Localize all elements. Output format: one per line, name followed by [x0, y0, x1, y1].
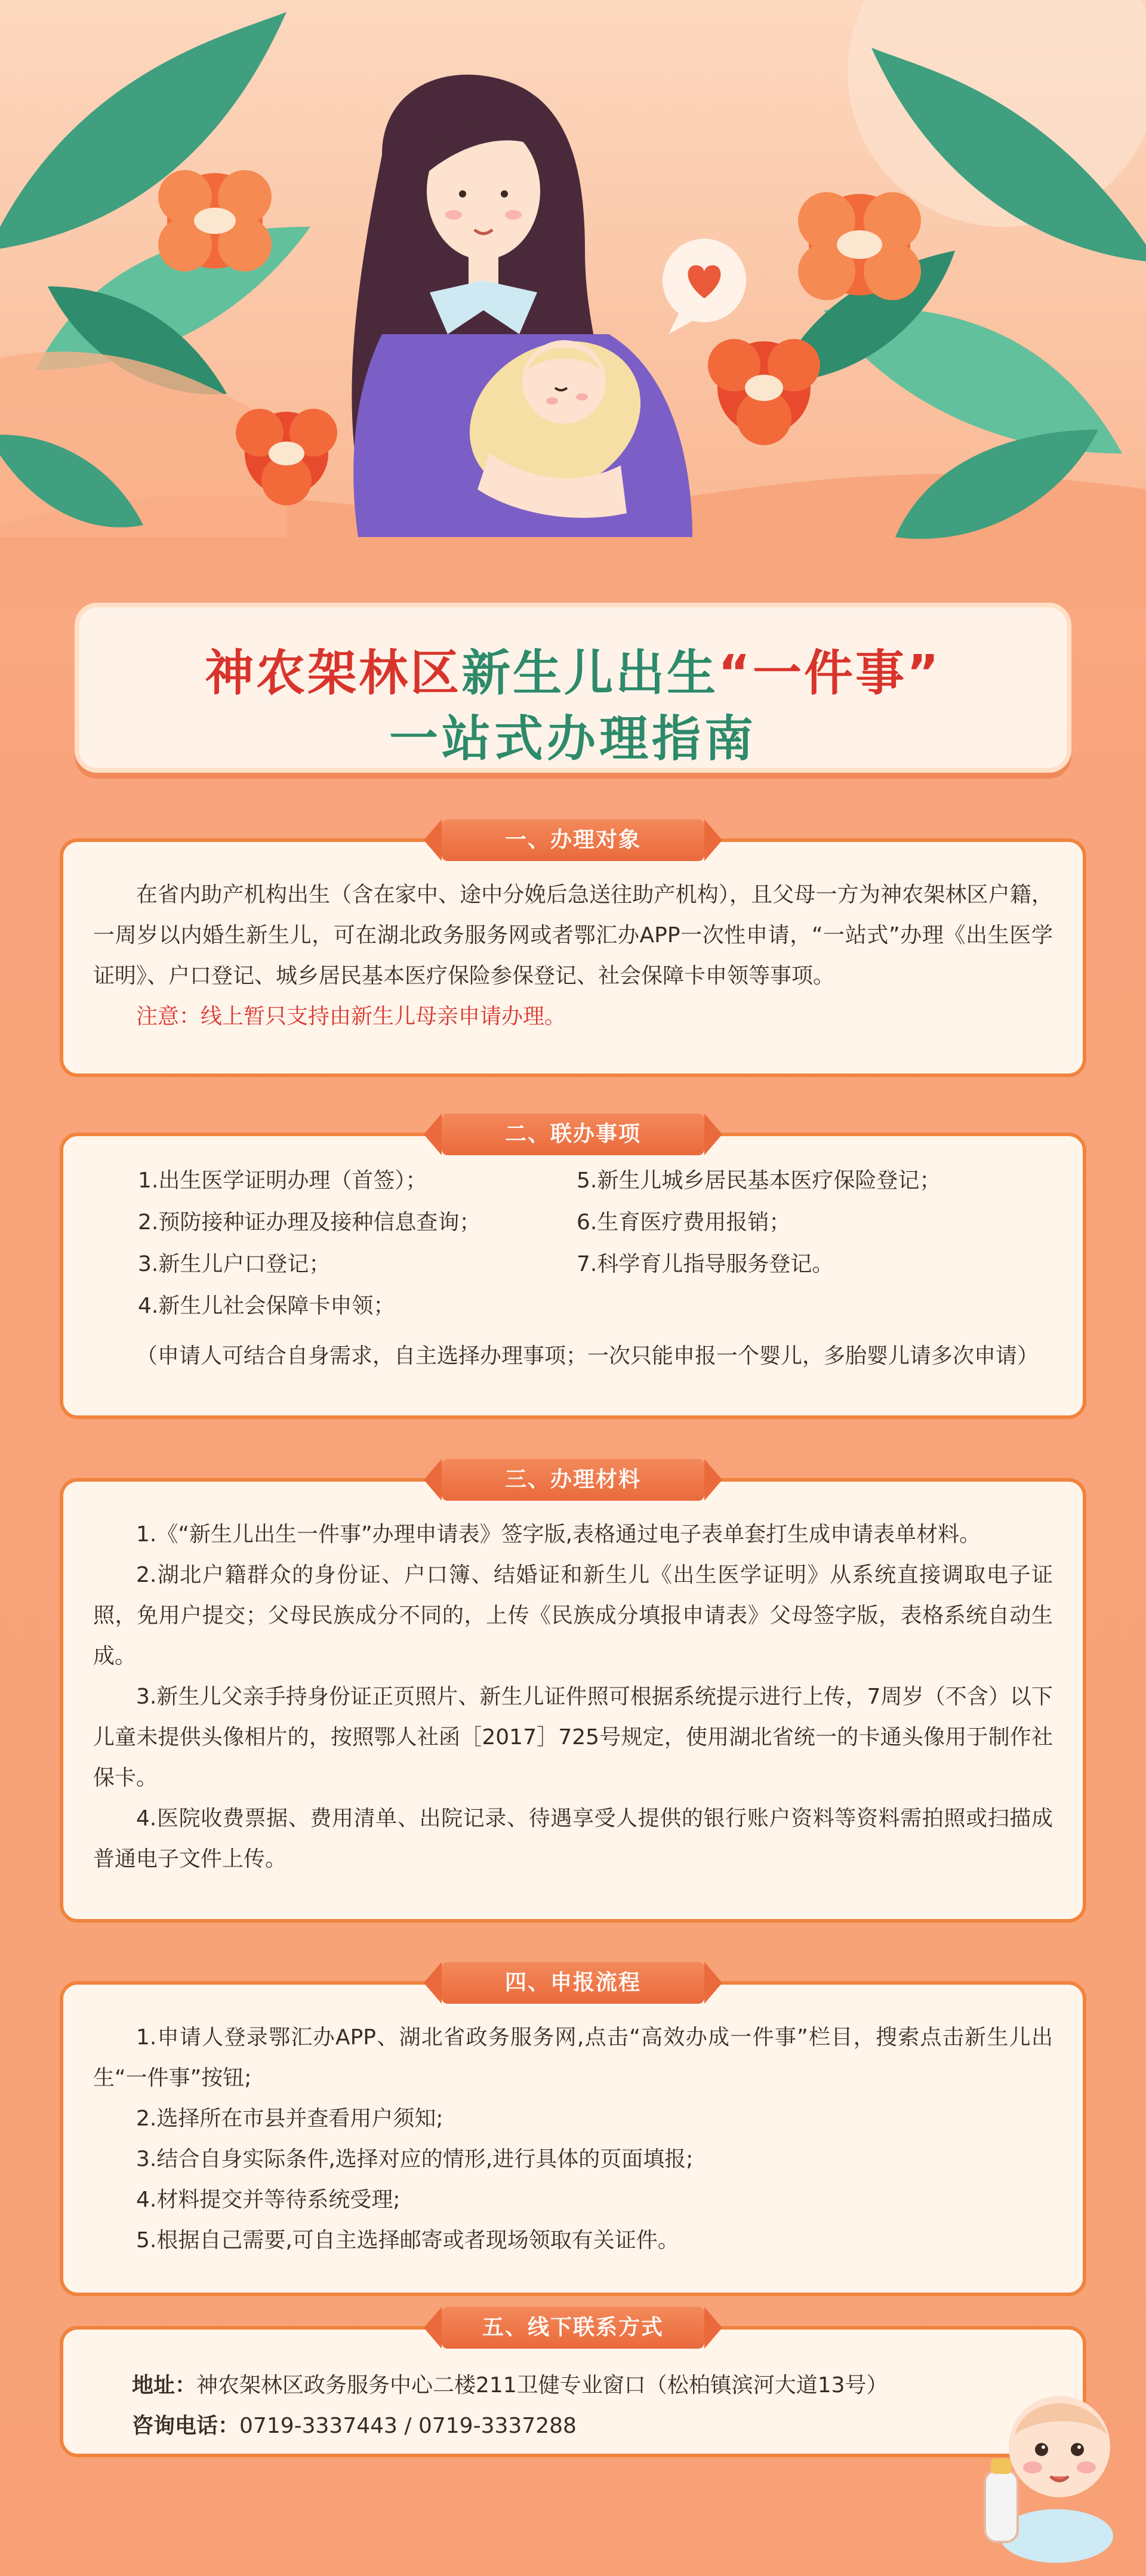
contact-phone — [132, 2406, 1053, 2447]
address-label: 地址： — [132, 2373, 197, 2398]
list-item: 2.选择所在市县并查看用户须知; — [136, 2106, 443, 2131]
list-item: 4.医院收费票据、费用清单、出院记录、待遇享受人提供的银行账户资料等资料需拍照或扫描成普通电子文件上传。 — [93, 1806, 1053, 1871]
list-item: 1.申请人登录鄂汇办APP、湖北省政务服务网,点击“高效办成一件事”栏目，搜索点击新生儿出生“一件事”按钮; — [93, 2025, 1053, 2090]
section-process — [60, 1970, 1086, 2296]
list-item: 4.新生儿社会保障卡申领； — [138, 1294, 395, 1318]
section-joint-items — [60, 1122, 1086, 1419]
list-item: 3.新生儿户口登记； — [138, 1252, 331, 1276]
section-contact — [60, 2315, 1086, 2457]
page-title-line-2: 一站式办理指南 — [389, 711, 757, 767]
list-item: 5.新生儿城乡居民基本医疗保险登记； — [577, 1168, 941, 1193]
phone-label: 咨询电话： — [132, 2414, 240, 2438]
list-item: 3.结合自身实际条件,选择对应的情形,进行具体的页面填报; — [136, 2147, 694, 2171]
baby-with-bottle-icon — [967, 2381, 1122, 2566]
list-item: 1.《“新生儿出生一件事”办理申请表》签字版,表格通过电子表单套打生成申请表单材料。 — [136, 1522, 981, 1547]
list-item: 6.生育医疗费用报销； — [577, 1210, 791, 1235]
phone-value: 0719-3337443 / 0719-3337288 — [239, 2414, 577, 2438]
list-item: 5.根据自己需要,可自主选择邮寄或者现场领取有关证件。 — [136, 2228, 679, 2253]
section-tab: 一、办理对象 — [442, 819, 704, 861]
section-eligibility — [60, 828, 1086, 1077]
title-card — [75, 603, 1071, 773]
section-materials — [60, 1467, 1086, 1923]
title-part-3: “一件事” — [718, 645, 941, 702]
title-part-1: 神农架林区 — [205, 645, 462, 702]
joint-items-left — [138, 1160, 480, 1327]
section-tab: 三、办理材料 — [442, 1459, 704, 1501]
list-item: 2.预防接种证办理及接种信息查询； — [138, 1210, 481, 1235]
page-title-line-1 — [79, 634, 1067, 704]
list-item: 3.新生儿父亲手持身份证正页照片、新生儿证件照可根据系统提示进行上传，7周岁（不含）以下儿童未提供头像相片的，按照鄂人社函［2017］725号规定，使用湖北省统一的卡通头像用于制作社保卡。 — [93, 1685, 1053, 1790]
section-tab: 五、线下联系方式 — [442, 2307, 704, 2349]
section-tab: 四、申报流程 — [442, 1962, 704, 2004]
list-item: 7.科学育儿指导服务登记。 — [577, 1252, 834, 1276]
eligibility-text: 在省内助产机构出生（含在家中、途中分娩后急送往助产机构），且父母一方为神农架林区户籍，一周岁以内婚生新生儿，可在湖北政务服务网或者鄂汇办APP一次性申请，“一站式”办理《出生医学证明》、户口登记、城乡居民基本医疗保险参保登记、社会保障卡申领等事项。 — [93, 883, 1053, 988]
section-tab: 二、联办事项 — [442, 1113, 704, 1155]
joint-items-note: （申请人可结合自身需求，自主选择办理事项；一次只能申报一个婴儿，多胎婴儿请多次申请） — [136, 1344, 1039, 1368]
eligibility-note: 注意：线上暂只支持由新生儿母亲申请办理。 — [136, 1004, 566, 1029]
address-value: 神农架林区政务服务中心二楼211卫健专业窗口（松柏镇滨河大道13号） — [196, 2373, 888, 2398]
list-item: 2.湖北户籍群众的身份证、户口簿、结婚证和新生儿《出生医学证明》从系统直接调取电子证照，免用户提交；父母民族成分不同的，上传《民族成分填报申请表》父母签字版，表格系统自动生成。 — [93, 1563, 1053, 1668]
header-illustration — [0, 0, 1146, 609]
list-item: 1.出生医学证明办理（首签）； — [138, 1168, 427, 1193]
contact-address — [132, 2365, 1053, 2406]
list-item: 4.材料提交并等待系统受理; — [136, 2188, 401, 2212]
title-part-2: 新生儿出生 — [461, 645, 719, 702]
joint-items-right — [577, 1160, 941, 1285]
